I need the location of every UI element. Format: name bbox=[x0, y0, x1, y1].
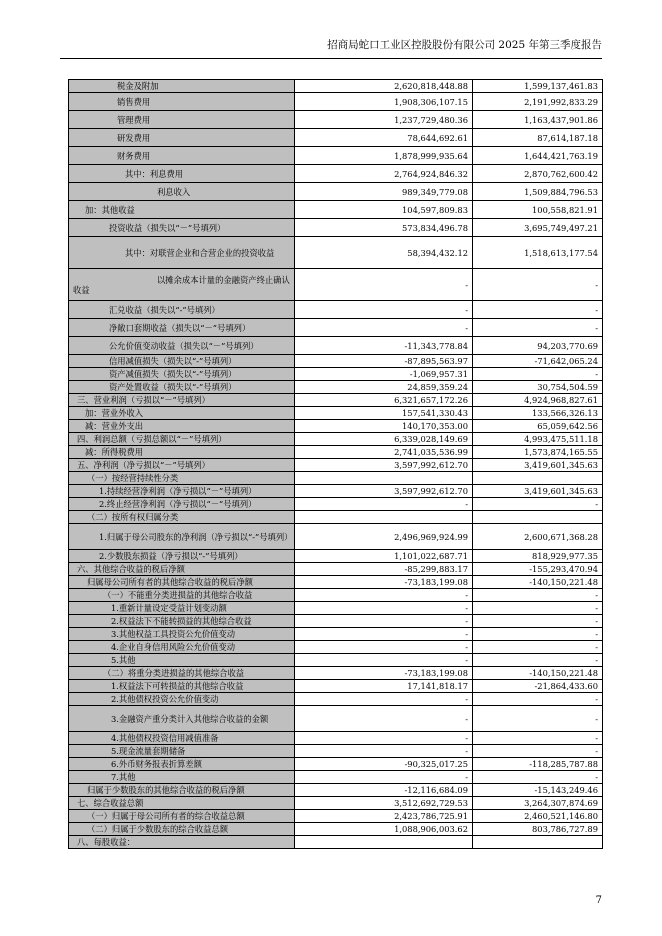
row-label: （一）按经营持续性分类 bbox=[69, 472, 295, 485]
row-label: 2.权益法下不能转损益的其他综合收益 bbox=[69, 615, 295, 628]
table-row bbox=[69, 524, 603, 550]
row-label: 汇兑收益（损失以“-”号填列） bbox=[69, 301, 295, 319]
prior-period-value: 94,203,770.69 bbox=[473, 337, 603, 355]
prior-period-value: -155,293,470.94 bbox=[473, 563, 603, 576]
table-row bbox=[69, 368, 603, 381]
prior-period-value bbox=[473, 472, 603, 485]
prior-period-value: - bbox=[473, 319, 603, 337]
row-label: 研发费用 bbox=[69, 129, 295, 147]
table-row bbox=[69, 602, 603, 615]
current-period-value: 1,908,306,107.15 bbox=[295, 93, 473, 111]
row-label: 五、净利润（净亏损以“－”号填列） bbox=[69, 459, 295, 472]
row-label: 3.金融资产重分类计入其他综合收益的金额 bbox=[69, 706, 295, 732]
current-period-value: - bbox=[295, 301, 473, 319]
prior-period-value: 818,929,977.35 bbox=[473, 550, 603, 563]
row-label: 1.重新计量设定受益计划变动额 bbox=[69, 602, 295, 615]
prior-period-value: -140,150,221.48 bbox=[473, 576, 603, 589]
row-label: 三、营业利润（亏损以“－”号填列） bbox=[69, 394, 295, 407]
row-label: 财务费用 bbox=[69, 147, 295, 165]
table-row bbox=[69, 301, 603, 319]
row-label: 减：营业外支出 bbox=[69, 420, 295, 433]
prior-period-value: - bbox=[473, 269, 603, 301]
report-header: 招商局蛇口工业区控股股份有限公司 2025 年第三季度报告 bbox=[327, 39, 602, 51]
table-row bbox=[69, 836, 603, 849]
prior-period-value: -118,285,787.88 bbox=[473, 758, 603, 771]
table-row bbox=[69, 680, 603, 693]
prior-period-value: - bbox=[473, 771, 603, 784]
prior-period-value: - bbox=[473, 628, 603, 641]
prior-period-value: -140,150,221.48 bbox=[473, 667, 603, 680]
row-label: 加：营业外收入 bbox=[69, 407, 295, 420]
prior-period-value: 3,419,601,345.63 bbox=[473, 459, 603, 472]
prior-period-value: -15,143,249.46 bbox=[473, 784, 603, 797]
table-row bbox=[69, 823, 603, 836]
table-row bbox=[69, 111, 603, 129]
row-label: 销售费用 bbox=[69, 93, 295, 111]
current-period-value: -90,325,017.25 bbox=[295, 758, 473, 771]
table-row bbox=[69, 319, 603, 337]
row-label: 7.其他 bbox=[69, 771, 295, 784]
current-period-value: - bbox=[295, 745, 473, 758]
row-label: 管理费用 bbox=[69, 111, 295, 129]
prior-period-value: 65,059,642.56 bbox=[473, 420, 603, 433]
prior-period-value: 2,191,992,833.29 bbox=[473, 93, 603, 111]
table-row bbox=[69, 784, 603, 797]
table-row bbox=[69, 219, 603, 237]
page-number: 7 bbox=[595, 895, 602, 906]
prior-period-value: - bbox=[473, 498, 603, 511]
table-row bbox=[69, 394, 603, 407]
current-period-value: 140,170,353.00 bbox=[295, 420, 473, 433]
row-label: 八、每股收益： bbox=[69, 836, 295, 849]
row-label: 四、利润总额（亏损总额以“－”号填列） bbox=[69, 433, 295, 446]
current-period-value: 78,644,692.61 bbox=[295, 129, 473, 147]
current-period-value: 989,349,779.08 bbox=[295, 183, 473, 201]
current-period-value bbox=[295, 511, 473, 524]
current-period-value: - bbox=[295, 693, 473, 706]
table-row bbox=[69, 667, 603, 680]
current-period-value: 1,088,906,003.62 bbox=[295, 823, 473, 836]
table-row bbox=[69, 183, 603, 201]
table-row bbox=[69, 472, 603, 485]
current-period-value: -12,116,684.09 bbox=[295, 784, 473, 797]
table-row bbox=[69, 129, 603, 147]
table-row bbox=[69, 797, 603, 810]
table-row bbox=[69, 269, 603, 301]
table-row bbox=[69, 563, 603, 576]
row-label: 归属母公司所有者的其他综合收益的税后净额 bbox=[69, 576, 295, 589]
table-row bbox=[69, 771, 603, 784]
prior-period-value: -21,864,433.60 bbox=[473, 680, 603, 693]
table-row bbox=[69, 93, 603, 111]
current-period-value: 17,141,818.17 bbox=[295, 680, 473, 693]
current-period-value: 6,321,657,172.26 bbox=[295, 394, 473, 407]
row-label: 6.外币财务报表折算差额 bbox=[69, 758, 295, 771]
table-row bbox=[69, 576, 603, 589]
current-period-value: 2,620,818,448.88 bbox=[295, 80, 473, 93]
row-label: 2.终止经营净利润（净亏损以“－”号填列） bbox=[69, 498, 295, 511]
table-row bbox=[69, 433, 603, 446]
header-rule bbox=[60, 58, 602, 59]
current-period-value: 157,541,330.43 bbox=[295, 407, 473, 420]
current-period-value: 3,512,692,729.53 bbox=[295, 797, 473, 810]
current-period-value: 58,394,432.12 bbox=[295, 237, 473, 269]
row-label: 其中：对联营企业和合营企业的投资收益 bbox=[69, 237, 295, 269]
current-period-value: - bbox=[295, 319, 473, 337]
row-label: 利息收入 bbox=[69, 183, 295, 201]
row-label: 信用减值损失（损失以“-”号填列） bbox=[69, 355, 295, 368]
table-row bbox=[69, 550, 603, 563]
current-period-value: 2,423,786,725.91 bbox=[295, 810, 473, 823]
prior-period-value: 4,924,968,827.61 bbox=[473, 394, 603, 407]
row-label: 其中：利息费用 bbox=[69, 165, 295, 183]
current-period-value: - bbox=[295, 498, 473, 511]
table-row bbox=[69, 641, 603, 654]
current-period-value: -73,183,199.08 bbox=[295, 576, 473, 589]
prior-period-value: 100,558,821.91 bbox=[473, 201, 603, 219]
row-label: 1.持续经营净利润（净亏损以“－”号填列） bbox=[69, 485, 295, 498]
row-label: 4.其他债权投资信用减值准备 bbox=[69, 732, 295, 745]
current-period-value: 2,741,035,536.99 bbox=[295, 446, 473, 459]
current-period-value: - bbox=[295, 589, 473, 602]
current-period-value: - bbox=[295, 706, 473, 732]
prior-period-value: 1,573,874,165.55 bbox=[473, 446, 603, 459]
prior-period-value: - bbox=[473, 706, 603, 732]
prior-period-value: 2,600,671,368.28 bbox=[473, 524, 603, 550]
prior-period-value: 1,163,437,901.86 bbox=[473, 111, 603, 129]
current-period-value: 24,859,359.24 bbox=[295, 381, 473, 394]
prior-period-value: - bbox=[473, 589, 603, 602]
prior-period-value: 1,518,613,177.54 bbox=[473, 237, 603, 269]
table-row bbox=[69, 810, 603, 823]
row-label: 投资收益（损失以“－”号填列） bbox=[69, 219, 295, 237]
current-period-value: - bbox=[295, 641, 473, 654]
current-period-value: -11,343,778.84 bbox=[295, 337, 473, 355]
table-row bbox=[69, 693, 603, 706]
prior-period-value: - bbox=[473, 654, 603, 667]
current-period-value: 104,597,809.83 bbox=[295, 201, 473, 219]
current-period-value: - bbox=[295, 771, 473, 784]
prior-period-value: - bbox=[473, 745, 603, 758]
table-row bbox=[69, 80, 603, 93]
current-period-value: - bbox=[295, 732, 473, 745]
row-label: （二）按所有权归属分类 bbox=[69, 511, 295, 524]
income-statement-table bbox=[68, 79, 603, 849]
current-period-value: 1,878,999,935.64 bbox=[295, 147, 473, 165]
current-period-value bbox=[295, 472, 473, 485]
prior-period-value: 3,264,307,874.69 bbox=[473, 797, 603, 810]
row-label: 1.权益法下可转损益的其他综合收益 bbox=[69, 680, 295, 693]
current-period-value: 3,597,992,612.70 bbox=[295, 459, 473, 472]
row-label: 5.现金流量套期储备 bbox=[69, 745, 295, 758]
row-label: 3.其他权益工具投资公允价值变动 bbox=[69, 628, 295, 641]
row-label: 2.其他债权投资公允价值变动 bbox=[69, 693, 295, 706]
prior-period-value: - bbox=[473, 615, 603, 628]
row-label: （二）归属于少数股东的综合收益总额 bbox=[69, 823, 295, 836]
row-label: 4.企业自身信用风险公允价值变动 bbox=[69, 641, 295, 654]
row-label: 5.其他 bbox=[69, 654, 295, 667]
current-period-value: - bbox=[295, 269, 473, 301]
prior-period-value: 3,419,601,345.63 bbox=[473, 485, 603, 498]
table-row bbox=[69, 237, 603, 269]
row-label: 加：其他收益 bbox=[69, 201, 295, 219]
current-period-value: -73,183,199.08 bbox=[295, 667, 473, 680]
row-label: 公允价值变动收益（损失以“－”号填列） bbox=[69, 337, 295, 355]
prior-period-value: 133,566,326.13 bbox=[473, 407, 603, 420]
row-label: 七、综合收益总额 bbox=[69, 797, 295, 810]
row-label: 六、其他综合收益的税后净额 bbox=[69, 563, 295, 576]
table-row bbox=[69, 355, 603, 368]
table-row bbox=[69, 201, 603, 219]
row-label: 2.少数股东损益（净亏损以“-”号填列） bbox=[69, 550, 295, 563]
table-row bbox=[69, 732, 603, 745]
table-row bbox=[69, 498, 603, 511]
row-label: 归属于少数股东的其他综合收益的税后净额 bbox=[69, 784, 295, 797]
prior-period-value: 2,870,762,600.42 bbox=[473, 165, 603, 183]
prior-period-value: 1,644,421,763.19 bbox=[473, 147, 603, 165]
table-row bbox=[69, 706, 603, 732]
prior-period-value bbox=[473, 836, 603, 849]
table-row bbox=[69, 381, 603, 394]
prior-period-value: 87,614,187.18 bbox=[473, 129, 603, 147]
prior-period-value bbox=[473, 511, 603, 524]
table-row bbox=[69, 628, 603, 641]
table-row bbox=[69, 446, 603, 459]
prior-period-value: 4,993,475,511.18 bbox=[473, 433, 603, 446]
prior-period-value: - bbox=[473, 693, 603, 706]
prior-period-value: - bbox=[473, 301, 603, 319]
prior-period-value: 1,599,137,461.83 bbox=[473, 80, 603, 93]
prior-period-value: - bbox=[473, 602, 603, 615]
prior-period-value: -71,642,065.24 bbox=[473, 355, 603, 368]
current-period-value: - bbox=[295, 654, 473, 667]
row-label: （一）不能重分类进损益的其他综合收益 bbox=[69, 589, 295, 602]
prior-period-value: 803,786,727.89 bbox=[473, 823, 603, 836]
current-period-value bbox=[295, 836, 473, 849]
current-period-value: -85,299,883.17 bbox=[295, 563, 473, 576]
prior-period-value: 2,460,521,146.80 bbox=[473, 810, 603, 823]
prior-period-value: - bbox=[473, 641, 603, 654]
table-row bbox=[69, 420, 603, 433]
prior-period-value: 3,695,749,497.21 bbox=[473, 219, 603, 237]
row-label: 资产减值损失（损失以“-”号填列） bbox=[69, 368, 295, 381]
table-row bbox=[69, 615, 603, 628]
row-label: 净敞口套期收益（损失以“－”号填列） bbox=[69, 319, 295, 337]
current-period-value: 3,597,992,612.70 bbox=[295, 485, 473, 498]
table-row bbox=[69, 407, 603, 420]
current-period-value: - bbox=[295, 602, 473, 615]
prior-period-value: - bbox=[473, 368, 603, 381]
row-label: 资产处置收益（损失以“-”号填列） bbox=[69, 381, 295, 394]
current-period-value: 2,764,924,846.32 bbox=[295, 165, 473, 183]
current-period-value: -87,895,563.97 bbox=[295, 355, 473, 368]
current-period-value: 1,101,022,687.71 bbox=[295, 550, 473, 563]
row-label: 减：所得税费用 bbox=[69, 446, 295, 459]
table-row bbox=[69, 147, 603, 165]
table-row bbox=[69, 511, 603, 524]
row-label: （一）归属于母公司所有者的综合收益总额 bbox=[69, 810, 295, 823]
row-label: 1.归属于母公司股东的净利润（净亏损以“-”号填列） bbox=[69, 524, 295, 550]
table-row bbox=[69, 758, 603, 771]
table-row bbox=[69, 165, 603, 183]
current-period-value: - bbox=[295, 615, 473, 628]
table-row bbox=[69, 485, 603, 498]
row-label: 以摊余成本计量的金融资产终止确认收益 bbox=[69, 269, 295, 301]
table-row bbox=[69, 745, 603, 758]
table-row bbox=[69, 654, 603, 667]
table-row bbox=[69, 589, 603, 602]
current-period-value: 1,237,729,480.36 bbox=[295, 111, 473, 129]
prior-period-value: 30,754,504.59 bbox=[473, 381, 603, 394]
current-period-value: 6,339,028,149.69 bbox=[295, 433, 473, 446]
current-period-value: 573,834,496.78 bbox=[295, 219, 473, 237]
current-period-value: - bbox=[295, 628, 473, 641]
prior-period-value: - bbox=[473, 732, 603, 745]
row-label: 税金及附加 bbox=[69, 80, 295, 93]
current-period-value: -1,069,957.31 bbox=[295, 368, 473, 381]
prior-period-value: 1,509,884,796.53 bbox=[473, 183, 603, 201]
table-row bbox=[69, 337, 603, 355]
current-period-value: 2,496,969,924.99 bbox=[295, 524, 473, 550]
table-row bbox=[69, 459, 603, 472]
row-label: （二）将重分类进损益的其他综合收益 bbox=[69, 667, 295, 680]
